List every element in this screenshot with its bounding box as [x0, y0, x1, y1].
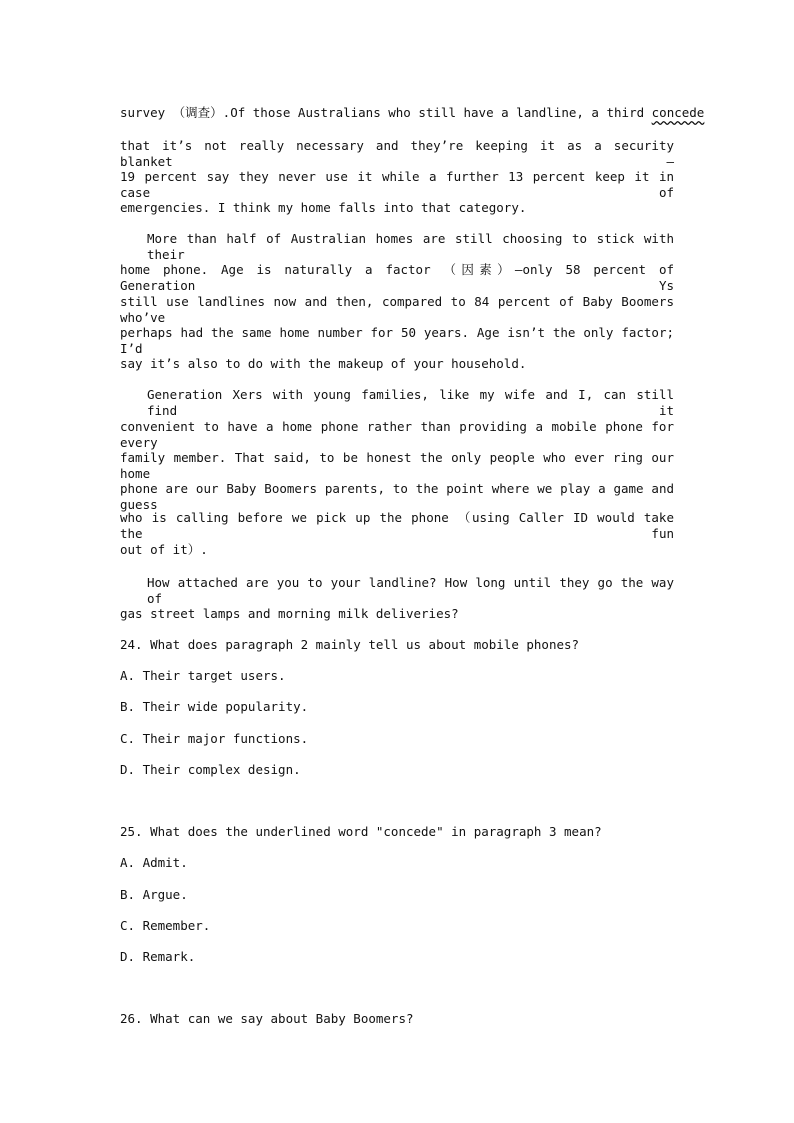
paragraph-line: How attached are you to your landline? How long until they go the way of	[147, 575, 674, 606]
question-option: C. Their major functions.	[120, 731, 309, 746]
paragraph-line: out of it）.	[120, 542, 208, 557]
paragraph-line: that it’s not really necessary and they’re keeping it as a security blanket –	[120, 138, 674, 169]
underlined-word: concede	[651, 105, 705, 120]
question-option: A. Admit.	[120, 855, 188, 870]
question-option: D. Remark.	[120, 949, 196, 964]
paragraph-line: phone are our Baby Boomers parents, to the point where we play a game and guess	[120, 481, 674, 512]
question-option: B. Argue.	[120, 887, 188, 902]
paragraph-line: perhaps had the same home number for 50 years. Age isn’t the only factor; I’d	[120, 325, 674, 356]
paragraph-line: More than half of Australian homes are still choosing to stick with their	[147, 231, 674, 262]
text-span: survey （调查）.Of those Australians who still have a landline, a third	[120, 105, 652, 120]
paragraph-line: emergencies. I think my home falls into that category.	[120, 200, 527, 215]
paragraph-line: 19 percent say they never use it while a further 13 percent keep it in case of	[120, 169, 674, 200]
question-option: D. Their complex design.	[120, 762, 301, 777]
paragraph-line	[120, 105, 705, 121]
paragraph-line: convenient to have a home phone rather than providing a mobile phone for every	[120, 419, 674, 450]
paragraph-line: who is calling before we pick up the phone （using Caller ID would take the fun	[120, 510, 674, 541]
question-stem: 24. What does paragraph 2 mainly tell us about mobile phones?	[120, 637, 580, 652]
paragraph-line: still use landlines now and then, compared to 84 percent of Baby Boomers who’ve	[120, 294, 674, 325]
paragraph-line: say it’s also to do with the makeup of your household.	[120, 356, 527, 371]
paragraph-line: family member. That said, to be honest the only people who ever ring our home	[120, 450, 674, 481]
paragraph-line: Generation Xers with young families, like my wife and I, can still find it	[147, 387, 674, 418]
paragraph-line: home phone. Age is naturally a factor （因素）–only 58 percent of Generation Ys	[120, 262, 674, 293]
question-option: A. Their target users.	[120, 668, 286, 683]
question-stem: 26. What can we say about Baby Boomers?	[120, 1011, 414, 1026]
question-option: C. Remember.	[120, 918, 211, 933]
question-option: B. Their wide popularity.	[120, 699, 309, 714]
paragraph-line: gas street lamps and morning milk deliveries?	[120, 606, 459, 621]
question-stem: 25. What does the underlined word "concede" in paragraph 3 mean?	[120, 824, 602, 839]
